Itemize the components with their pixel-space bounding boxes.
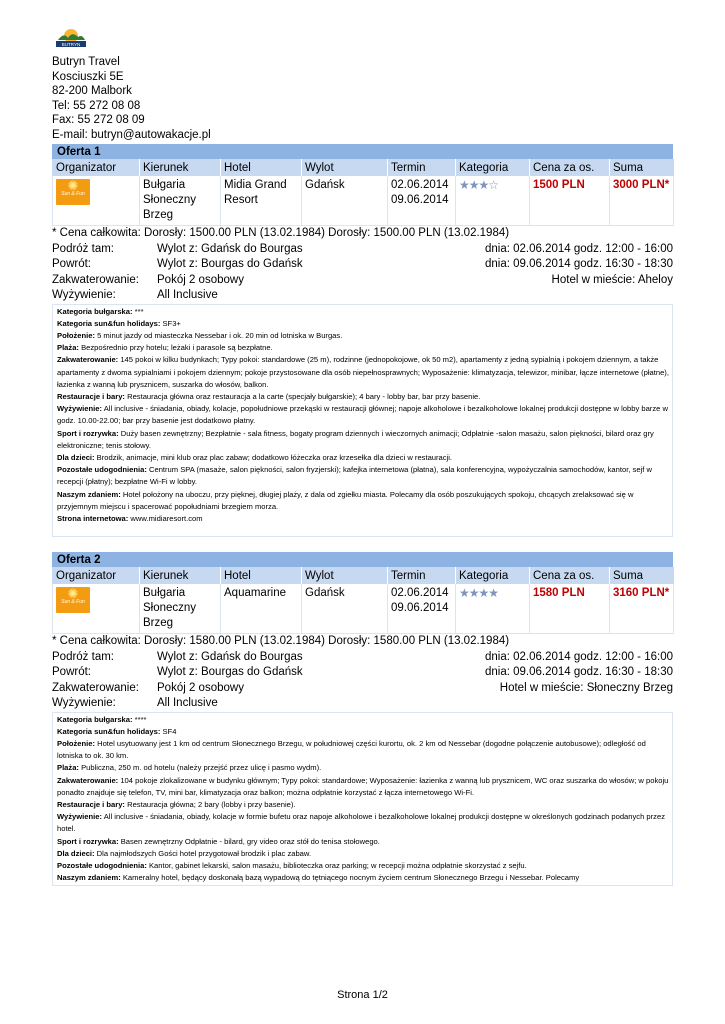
detail-line: Położenie: 5 minut jazdy od miasteczka Nessebar i ok. 20 min od lotniska w Burgas. [57, 330, 343, 340]
departure-cell: Gdańsk [302, 176, 388, 226]
organizer-logo: ✺ Sun & Fun [56, 179, 90, 205]
sum-cell: 3160 PLN* [610, 584, 674, 634]
sun-icon: ✺ [67, 587, 79, 601]
category-cell [456, 584, 530, 634]
col-departure: Wylot [302, 567, 388, 584]
board: All Inclusive [157, 289, 218, 301]
detail-line: Naszym zdaniem: Kameralny hotel, będący doskonałą bazą wypadową do tętniącego nocnym życiem centrum Słonecznego Brzegu i Nessebar. Polecamy [57, 873, 580, 883]
dates-cell: 02.06.2014 09.06.2014 [388, 176, 456, 226]
offer-title: Oferta 1 [52, 144, 673, 159]
table-row [53, 584, 674, 634]
total-price-line: * Cena całkowita: Dorosły: 1580.00 PLN (13.02.1984) Dorosły: 1580.00 PLN (13.02.1984) [52, 635, 510, 647]
offer-table-header [53, 159, 674, 176]
page-number: Strona 1/2 [337, 989, 388, 1001]
table-row [53, 176, 674, 226]
col-hotel: Hotel [221, 567, 302, 584]
hotel-details [52, 712, 673, 886]
star-rating-icon: ★★★★ [459, 586, 499, 600]
col-hotel: Hotel [221, 159, 302, 176]
detail-line: Kategoria sun&fun holidays: SF4 [57, 726, 177, 736]
detail-line: Strona internetowa: www.midiaresort.com [57, 513, 203, 523]
price-cell: 1580 PLN [530, 584, 610, 634]
detail-line: Położenie: Hotel usytuowany jest 1 km od centrum Słonecznego Brzegu, w południowej części kurortu, ok. 2 km od Nessebar (dogodne połączenie autobusowe); odległość od lotniska to ok. 30 km. [57, 738, 646, 761]
col-dates: Termin [388, 159, 456, 176]
agency-name: Butryn Travel [52, 56, 120, 68]
departure-cell: Gdańsk [302, 584, 388, 634]
trip-back: Wylot z: Bourgas do Gdańsk [157, 258, 303, 270]
detail-line: Kategoria bułgarska: **** [57, 714, 147, 724]
sun-icon: ✺ [67, 179, 79, 193]
price-cell: 1500 PLN [530, 176, 610, 226]
offer-summary [52, 226, 673, 304]
detail-line: Restauracje i bary: Restauracja główna; 2 bary (lobby i przy basenie). [57, 799, 296, 809]
col-organizer: Organizator [53, 567, 140, 584]
detail-line: Pozostałe udogodnienia: Centrum SPA (masaże, salon piękności, salon fryzjerski); kafejka internetowa (płatna), sala konferencyjna, wypożyczalnia samochodów, kantor, sejf w recepcji (płatny); bezpłatne Wi-Fi w lobby. [57, 465, 652, 487]
trip-back: Wylot z: Bourgas do Gdańsk [157, 666, 303, 678]
agency-city: 82-200 Malbork [52, 85, 132, 97]
detail-line: Sport i rozrywka: Duży basen zewnętrzny; Bezpłatnie - sala fitness, bogaty program dziennych i wieczornych animacji; Odpłatnie -salon masażu, salon piękności, bilard oraz gry elektroniczne; tenis stołowy. [57, 428, 654, 450]
agency-logo [54, 28, 88, 48]
offer-table [52, 159, 674, 226]
trip-out: Wylot z: Gdańsk do Bourgas [157, 242, 303, 255]
col-price: Cena za os. [530, 159, 610, 176]
board-label: Wyżywienie: [52, 697, 116, 709]
star-rating-icon: ★★★☆ [459, 178, 499, 192]
detail-line: Dla dzieci: Dla najmłodszych Gości hotel przygotował brodzik i plac zabaw. [57, 848, 312, 858]
offer-table-header [53, 567, 674, 584]
offer-title: Oferta 2 [52, 552, 673, 567]
col-dates: Termin [388, 567, 456, 584]
detail-line: Wyżywienie: All inclusive - śniadania, obiady, kolacje w formie bufetu oraz napoje alkoholowe i bezalkoholowe lokalnej produkcji dostępne w określonych godzinach podanych przez hotel. [57, 812, 665, 834]
trip-out-label: Podróż tam: [52, 242, 114, 255]
trip-out-date: dnia: 02.06.2014 godz. 12:00 - 16:00 [485, 650, 673, 663]
hotel-cell: Midia Grand Resort [221, 176, 302, 226]
col-category: Kategoria [456, 159, 530, 176]
offer-2 [52, 552, 673, 886]
trip-out-label: Podróż tam: [52, 650, 114, 663]
detail-line: Sport i rozrywka: Basen zewnętrzny Odpłatnie - bilard, gry video oraz stół do tenisa stołowego. [57, 836, 380, 846]
detail-line: Zakwaterowanie: 145 pokoi w kilku budynkach; Typy pokoi: standardowe (25 m), rodzinne (jednopokojowe, ok 50 m2), apartamenty z jedną sypialnią i pokojem dziennym, a także apartamenty z dwoma sypialniami i pokojem dziennym; pokoje przystosowane dla osób niepełnosprawnych; Wyposażenie: klimatyzacja, telewizor, minibar, łącze internetowe (płatne), łazienka z wanną lub prysznicem, suszarka do włosów, balkon. [57, 355, 669, 389]
offer-1 [52, 144, 673, 537]
col-organizer: Organizator [53, 159, 140, 176]
col-direction: Kierunek [140, 567, 221, 584]
agency-email[interactable]: E-mail: butryn@autowakacje.pl [52, 128, 211, 141]
col-sum: Suma [610, 159, 674, 176]
detail-line: Plaża: Bezpośrednio przy hotelu; leżaki i parasole są bezpłatne. [57, 343, 273, 353]
accommodation-label: Zakwaterowanie: [52, 273, 139, 286]
trip-out: Wylot z: Gdańsk do Bourgas [157, 650, 303, 663]
hotel-cell: Aquamarine [221, 584, 302, 634]
detail-line: Pozostałe udogodnienia: Kantor, gabinet lekarski, salon masażu, biblioteczka oraz parking; w recepcji można odpłatnie skorzystać z sejfu. [57, 860, 527, 870]
trip-out-date: dnia: 02.06.2014 godz. 12:00 - 16:00 [485, 242, 673, 255]
dates-cell: 02.06.2014 09.06.2014 [388, 584, 456, 634]
hotel-location: Hotel w mieście: Aheloy [551, 273, 673, 286]
hotel-location: Hotel w mieście: Słoneczny Brzeg [499, 681, 673, 694]
col-direction: Kierunek [140, 159, 221, 176]
detail-line: Kategoria bułgarska: *** [57, 306, 144, 316]
agency-logo-text: BUTRYN [61, 42, 81, 47]
trip-back-date: dnia: 09.06.2014 godz. 16:30 - 18:30 [485, 666, 673, 678]
accommodation-label: Zakwaterowanie: [52, 681, 139, 694]
detail-line: Plaża: Publiczna, 250 m. od hotelu (należy przejść przez ulicę i pasmo wydm). [57, 763, 322, 773]
accommodation: Pokój 2 osobowy [157, 681, 244, 694]
col-departure: Wylot [302, 159, 388, 176]
direction-cell: Bułgaria Słoneczny Brzeg [140, 584, 221, 634]
agency-fax: Fax: 55 272 08 09 [52, 114, 145, 126]
detail-line: Dla dzieci: Brodzik, animacje, mini klub oraz plac zabaw; dodatkowo łóżeczka oraz krzesełka dla dzieci w restauracji. [57, 452, 453, 462]
offer-table [52, 567, 674, 634]
detail-line: Restauracje i bary: Restauracja główna oraz restauracja a la carte (specjały bułgarskie); 4 bary - lobby bar, bar przy basenie. [57, 391, 481, 401]
trip-back-date: dnia: 09.06.2014 godz. 16:30 - 18:30 [485, 258, 673, 270]
board: All Inclusive [157, 697, 218, 709]
agency-address [52, 55, 211, 142]
direction-cell: Bułgaria Słoneczny Brzeg [140, 176, 221, 226]
detail-line: Wyżywienie: All inclusive - śniadania, obiady, kolacje, popołudniowe przekąski w restauracji głównej; napoje alkoholowe i bezalkoholowe lokalnej produkcji dostępne w lobby barze w godz. 10.00-22.00; bar przy basenie jest dodatkowo płatny. [57, 404, 668, 426]
col-price: Cena za os. [530, 567, 610, 584]
detail-line: Kategoria sun&fun holidays: SF3+ [57, 318, 181, 328]
detail-line: Naszym zdaniem: Hotel położony na uboczu, przy pięknej, długiej plaży, z dala od zgiełku miasta. Polecamy dla osób poszukujących spokoju, chcących zrelaksować się w przyjemnym miejscu i spacerować popołudniami brzegiem morza. [57, 489, 634, 511]
category-cell [456, 176, 530, 226]
accommodation: Pokój 2 osobowy [157, 273, 244, 286]
offer-summary [52, 634, 673, 712]
agency-street: Kosciuszki 5E [52, 70, 124, 83]
organizer-logo: ✺ Sun & Fun [56, 587, 90, 613]
sum-cell: 3000 PLN* [610, 176, 674, 226]
board-label: Wyżywienie: [52, 289, 116, 301]
detail-line: Zakwaterowanie: 104 pokoje zlokalizowane w budynku głównym; Typy pokoi: standardowe; Wyposażenie: łazienka z wanną lub prysznicem, WC oraz suszarka do włosów; w pokoju ponadto znajduje się telefon, TV, mini bar, klimatyzacja oraz balkon; można odpłatnie korzystać z łącza internetowego Wi-Fi. [57, 775, 669, 797]
agency-phone: Tel: 55 272 08 08 [52, 99, 141, 112]
hotel-details [52, 304, 673, 537]
col-category: Kategoria [456, 567, 530, 584]
trip-back-label: Powrót: [52, 666, 91, 678]
col-sum: Suma [610, 567, 674, 584]
total-price-line: * Cena całkowita: Dorosły: 1500.00 PLN (13.02.1984) Dorosły: 1500.00 PLN (13.02.1984) [52, 227, 510, 239]
trip-back-label: Powrót: [52, 258, 91, 270]
